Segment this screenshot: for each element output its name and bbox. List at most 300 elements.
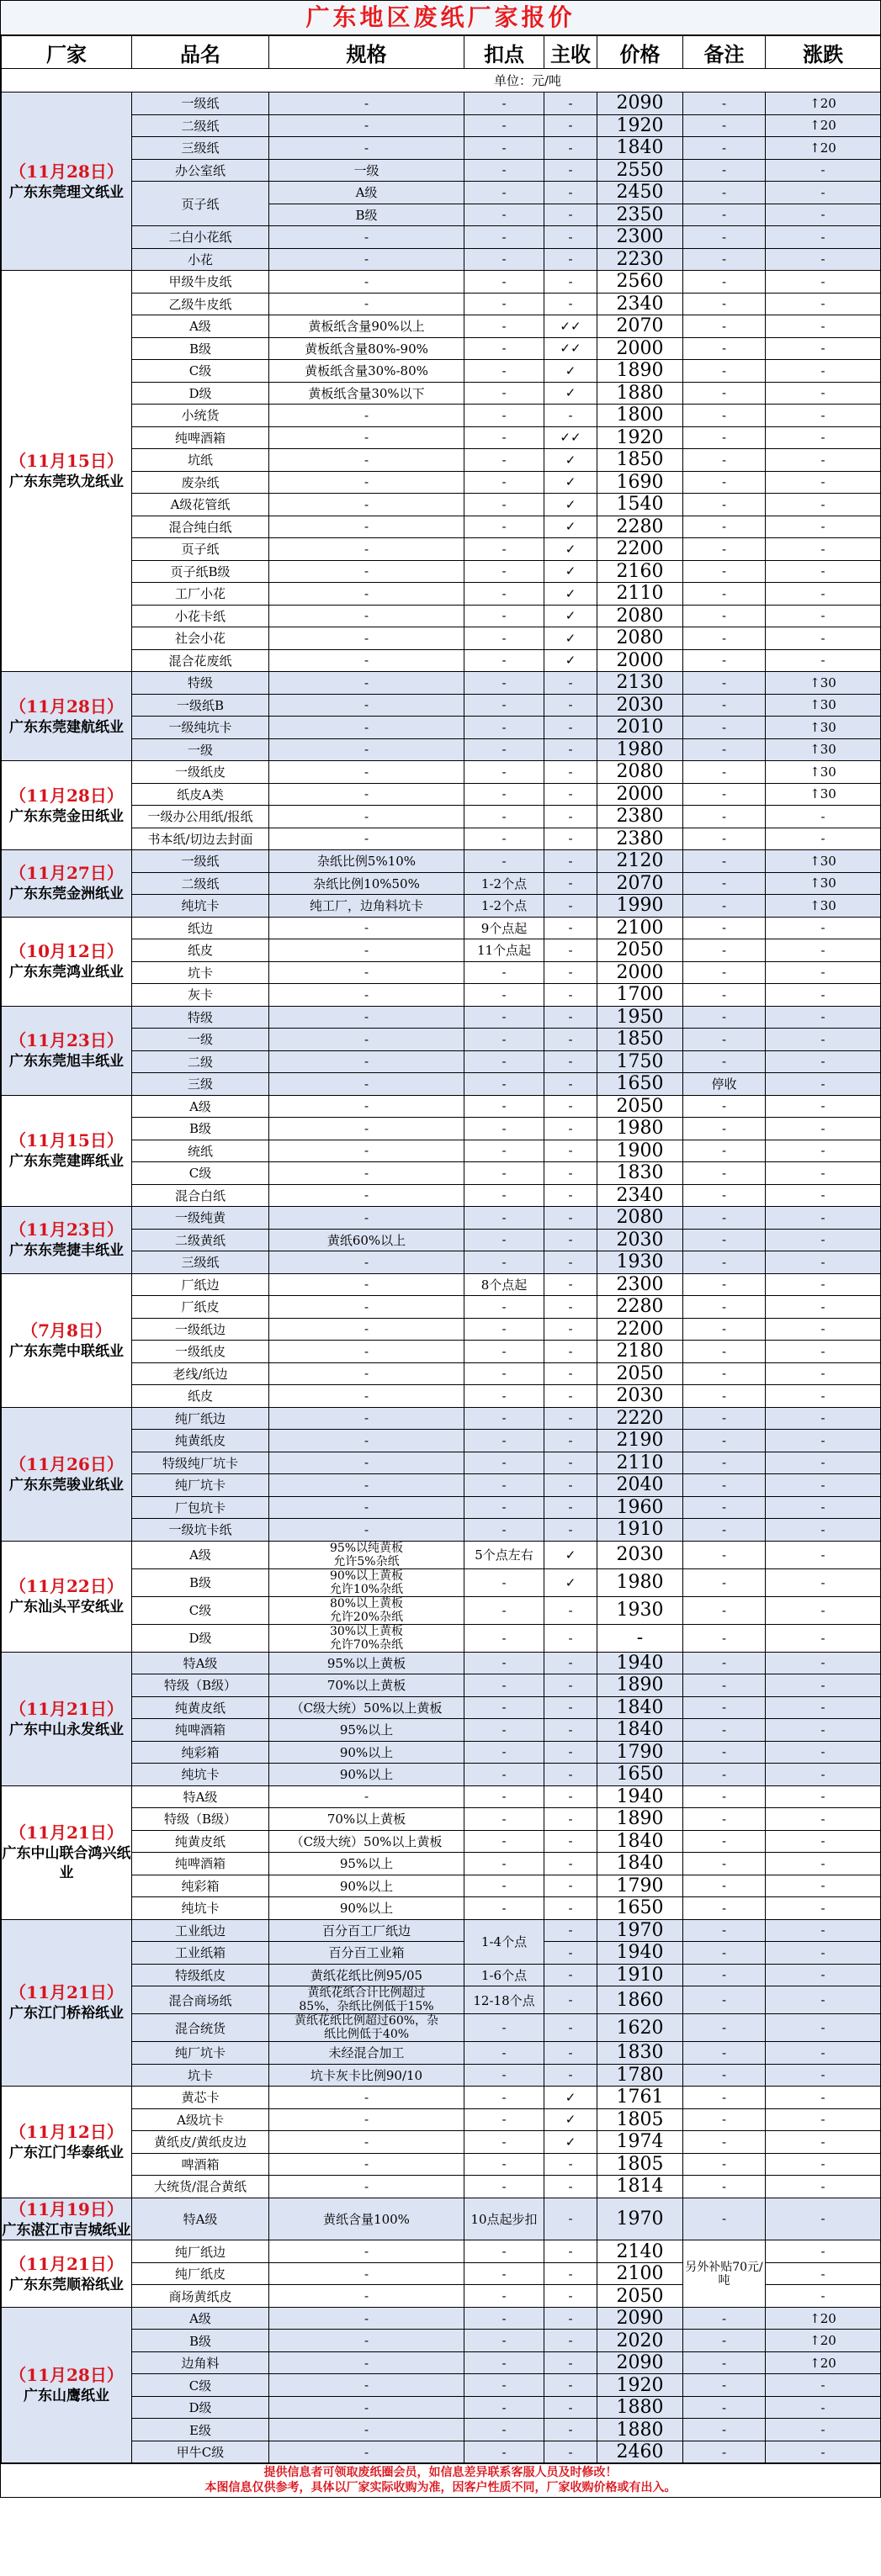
price: 1840 (597, 1853, 683, 1875)
price: 2070 (597, 872, 683, 895)
price: 2100 (597, 917, 683, 939)
price: 1840 (597, 137, 683, 160)
main-collect: - (544, 939, 597, 962)
header-row (2, 36, 881, 69)
spec: 坑卡灰卡比例90/10 (269, 2064, 464, 2087)
main-collect: - (544, 1452, 597, 1474)
change: - (766, 1073, 881, 1096)
main-collect: - (544, 1207, 597, 1230)
spec: - (269, 1362, 464, 1385)
factory-date: （11月21日） (9, 2253, 124, 2274)
deduction: - (464, 159, 544, 182)
main-collect: - (544, 1474, 597, 1497)
main-collect: - (544, 1095, 597, 1118)
spec: - (269, 516, 464, 538)
change: - (766, 2014, 881, 2042)
note: - (683, 1830, 766, 1853)
price: 1880 (597, 382, 683, 405)
price: 1620 (597, 2014, 683, 2042)
price: 1910 (597, 1964, 683, 1986)
price: 1830 (597, 2042, 683, 2065)
change: - (766, 2042, 881, 2065)
factory-date: （11月21日） (9, 1698, 124, 1719)
table-row (2, 405, 881, 427)
change: - (766, 1050, 881, 1073)
change: - (766, 2441, 881, 2463)
spec: 30%以上黄板 允许70%杂纸 (269, 1624, 464, 1652)
spec: （C级大统）50%以上黄板 (269, 1696, 464, 1719)
change: - (766, 1229, 881, 1251)
header-factory: 厂家 (2, 36, 132, 69)
deduction: - (464, 1341, 544, 1363)
change: - (766, 226, 881, 249)
note: - (683, 583, 766, 606)
deduction: - (464, 2014, 544, 2042)
table-row (2, 1696, 881, 1719)
deduction: - (464, 672, 544, 695)
product-name: 纯彩箱 (132, 1741, 269, 1764)
change: - (766, 293, 881, 315)
product-name: 纯啤酒箱 (132, 426, 269, 449)
price: 1890 (597, 360, 683, 383)
factory-name: 广东中山永发纸业 (9, 1721, 124, 1738)
factory-name: 广东东莞金洲纸业 (9, 886, 124, 903)
spec: 黄纸60%以上 (269, 1229, 464, 1251)
main-collect: - (544, 293, 597, 315)
factory-cell (2, 1785, 132, 1919)
deduction: - (464, 2087, 544, 2109)
change: - (766, 494, 881, 516)
factory-cell (2, 761, 132, 850)
table-row (2, 2351, 881, 2374)
change: - (766, 2419, 881, 2441)
note: - (683, 1785, 766, 1808)
change: ↑30 (766, 694, 881, 717)
note: - (683, 961, 766, 984)
main-collect: - (544, 405, 597, 427)
change: ↑20 (766, 93, 881, 115)
price: 1840 (597, 1719, 683, 1742)
deduction: - (464, 1029, 544, 1051)
factory-name: 广东东莞顺裕纸业 (9, 2276, 124, 2293)
product-name: 纸皮 (132, 1385, 269, 1408)
price: 2100 (597, 2262, 683, 2285)
deduction: - (464, 405, 544, 427)
factory-date: （11月22日） (9, 1576, 124, 1597)
main-collect: - (544, 2014, 597, 2042)
deduction: - (464, 315, 544, 338)
deduction: - (464, 137, 544, 160)
note: - (683, 1696, 766, 1719)
change: - (766, 917, 881, 939)
product-name: 特级 (132, 672, 269, 695)
spec: - (269, 2330, 464, 2352)
table-row (2, 1830, 881, 1853)
deduction: - (464, 2064, 544, 2087)
deduction: 11个点起 (464, 939, 544, 962)
price: 1970 (597, 1919, 683, 1942)
main-collect: - (544, 895, 597, 918)
table-row (2, 2176, 881, 2198)
main-collect: - (544, 1496, 597, 1519)
footer (1, 2463, 880, 2497)
price: 2220 (597, 1407, 683, 1430)
price: 1650 (597, 1897, 683, 1920)
change: - (766, 2396, 881, 2419)
deduction: - (464, 1519, 544, 1542)
main-collect: - (544, 1073, 597, 1096)
product-name: D级 (132, 382, 269, 405)
spec: - (269, 1318, 464, 1341)
spec: 百分百工业箱 (269, 1942, 464, 1965)
deduction: - (464, 1853, 544, 1875)
table-row (2, 1095, 881, 1118)
spec: - (269, 1430, 464, 1452)
main-collect: - (544, 2396, 597, 2419)
main-collect: - (544, 204, 597, 226)
note: - (683, 93, 766, 115)
price: 1805 (597, 2153, 683, 2176)
note: - (683, 1029, 766, 1051)
spec: - (269, 405, 464, 427)
product-name: 二级纸 (132, 114, 269, 137)
product-name: 书本纸/切边去封面 (132, 828, 269, 850)
change: - (766, 1624, 881, 1652)
spec: - (269, 961, 464, 984)
product-name: 页子纸 (132, 538, 269, 561)
deduction: - (464, 1407, 544, 1430)
change: - (766, 2064, 881, 2087)
factory-cell (2, 1541, 132, 1652)
note: - (683, 1875, 766, 1897)
change: - (766, 1184, 881, 1207)
price: 1650 (597, 1073, 683, 1096)
note: - (683, 1296, 766, 1319)
table-row (2, 850, 881, 873)
product-name: 黄芯卡 (132, 2087, 269, 2109)
price: 2040 (597, 1474, 683, 1497)
price: 2120 (597, 850, 683, 873)
price: 1980 (597, 1118, 683, 1140)
main-collect: - (544, 2262, 597, 2285)
header-deduction: 扣点 (464, 36, 544, 69)
table-row (2, 783, 881, 806)
price: 2050 (597, 1362, 683, 1385)
main-collect: - (544, 1140, 597, 1162)
deduction: - (464, 1296, 544, 1319)
note: - (683, 872, 766, 895)
spec: - (269, 2351, 464, 2374)
change: - (766, 1296, 881, 1319)
product-name: 一级 (132, 1029, 269, 1051)
table-row (2, 248, 881, 271)
note: - (683, 2198, 766, 2240)
table-row (2, 738, 881, 761)
main-collect: - (544, 1719, 597, 1742)
note: - (683, 315, 766, 338)
factory-date: （11月28日） (9, 161, 124, 182)
spec: 95%以上 (269, 1853, 464, 1875)
note: - (683, 114, 766, 137)
table-row (2, 1853, 881, 1875)
table-row (2, 828, 881, 850)
factory-date: （7月8日） (21, 1320, 112, 1341)
note: - (683, 2176, 766, 2198)
product-name: 坑纸 (132, 449, 269, 472)
note: - (683, 1496, 766, 1519)
deduction: - (464, 2307, 544, 2330)
change: - (766, 1095, 881, 1118)
deduction: - (464, 337, 544, 360)
factory-name: 广东东莞骏业纸业 (9, 1476, 124, 1494)
deduction: - (464, 1207, 544, 1230)
factory-name: 广东东莞捷丰纸业 (9, 1242, 124, 1260)
main-collect: ✓ (544, 382, 597, 405)
note: - (683, 226, 766, 249)
spec: 90%以上黄板 允许10%杂纸 (269, 1568, 464, 1596)
note: - (683, 1808, 766, 1831)
change: - (766, 1897, 881, 1920)
deduction: - (464, 1568, 544, 1596)
product-name: 特级（B级） (132, 1808, 269, 1831)
main-collect: ✓ (544, 449, 597, 472)
price: 1990 (597, 895, 683, 918)
factory-cell (2, 2198, 132, 2240)
price: 2000 (597, 783, 683, 806)
main-collect: ✓✓ (544, 426, 597, 449)
deduction: - (464, 2153, 544, 2176)
table-row (2, 293, 881, 315)
price: 2030 (597, 694, 683, 717)
spec: - (269, 248, 464, 271)
main-collect: - (544, 1764, 597, 1786)
table-row (2, 961, 881, 984)
spec: 95%以纯黄板 允许5%杂纸 (269, 1541, 464, 1568)
change: - (766, 961, 881, 984)
spec: - (269, 1251, 464, 1274)
product-name: 特级 (132, 1006, 269, 1029)
table-row (2, 1541, 881, 1568)
price: 2030 (597, 1385, 683, 1408)
main-collect: - (544, 137, 597, 160)
note: - (683, 1140, 766, 1162)
spec: - (269, 494, 464, 516)
note: - (683, 271, 766, 294)
main-collect: - (544, 672, 597, 695)
unit-label: 单位：元/吨 (494, 73, 562, 88)
price: 1814 (597, 2176, 683, 2198)
change: - (766, 2108, 881, 2131)
spec: - (269, 917, 464, 939)
change: - (766, 1986, 881, 2014)
product-name: 一级纯黄 (132, 1207, 269, 1230)
table-row (2, 1474, 881, 1497)
deduction: - (464, 2240, 544, 2263)
deduction: - (464, 2108, 544, 2131)
deduction: - (464, 2330, 544, 2352)
product-name: 纯厂纸皮 (132, 2262, 269, 2285)
header-price: 价格 (597, 36, 683, 69)
table-row (2, 1229, 881, 1251)
change: - (766, 1430, 881, 1452)
spec: - (269, 2285, 464, 2308)
price: 1890 (597, 1674, 683, 1697)
spec: - (269, 2153, 464, 2176)
main-collect: - (544, 1029, 597, 1051)
spec: - (269, 449, 464, 472)
spec: - (269, 1474, 464, 1497)
table-row (2, 1942, 881, 1965)
note: - (683, 828, 766, 850)
change: ↑30 (766, 895, 881, 918)
price: 2080 (597, 605, 683, 627)
price: 1540 (597, 494, 683, 516)
note: - (683, 1674, 766, 1697)
factory-name: 广东东莞中联纸业 (9, 1342, 124, 1360)
product-name: 纯厂纸边 (132, 2240, 269, 2263)
product-name: 一级纸皮 (132, 1341, 269, 1363)
table-row (2, 1430, 881, 1452)
deduction: - (464, 649, 544, 672)
note: - (683, 2131, 766, 2154)
factory-cell (2, 1095, 132, 1207)
spec: - (269, 2108, 464, 2131)
table-row (2, 315, 881, 338)
deduction: - (464, 516, 544, 538)
spec: A级 (269, 182, 464, 204)
note: - (683, 2014, 766, 2042)
product-name: 小统货 (132, 405, 269, 427)
spec: - (269, 226, 464, 249)
main-collect: - (544, 2285, 597, 2308)
spec: - (269, 2131, 464, 2154)
main-collect: - (544, 694, 597, 717)
change: - (766, 1474, 881, 1497)
price: 2070 (597, 315, 683, 338)
note: - (683, 2419, 766, 2441)
change: - (766, 2285, 881, 2308)
main-collect: - (544, 1674, 597, 1697)
change: - (766, 1496, 881, 1519)
price: 2230 (597, 248, 683, 271)
price: 1940 (597, 1652, 683, 1674)
change: ↑30 (766, 850, 881, 873)
product-name: 一级 (132, 738, 269, 761)
table-row (2, 1118, 881, 1140)
main-collect: - (544, 2198, 597, 2240)
price: 2550 (597, 159, 683, 182)
change: ↑20 (766, 137, 881, 160)
note: - (683, 1385, 766, 1408)
spec: - (269, 1452, 464, 1474)
product-name: 边角料 (132, 2351, 269, 2374)
price: 2080 (597, 1207, 683, 1230)
deduction: - (464, 717, 544, 739)
table-row (2, 137, 881, 160)
deduction: - (464, 2374, 544, 2397)
product-name: 厂包坑卡 (132, 1496, 269, 1519)
price: 2030 (597, 1229, 683, 1251)
note: - (683, 471, 766, 494)
note: - (683, 2307, 766, 2330)
main-collect: - (544, 850, 597, 873)
table-row (2, 1207, 881, 1230)
spec: 90%以上 (269, 1897, 464, 1920)
product-name: 大统货/混合黄纸 (132, 2176, 269, 2198)
main-collect: ✓ (544, 1541, 597, 1568)
main-collect: - (544, 2351, 597, 2374)
product-name: 混合纯白纸 (132, 516, 269, 538)
change: - (766, 1696, 881, 1719)
note: - (683, 560, 766, 583)
price: 1830 (597, 1162, 683, 1185)
spec: 黄板纸含量80%-90% (269, 337, 464, 360)
price: 1690 (597, 471, 683, 494)
change: - (766, 2240, 881, 2263)
price: 1960 (597, 1496, 683, 1519)
change: - (766, 1674, 881, 1697)
price: 2460 (597, 2441, 683, 2463)
price: 1940 (597, 1942, 683, 1965)
table-row (2, 494, 881, 516)
main-collect: - (544, 1184, 597, 1207)
spec: - (269, 1296, 464, 1319)
main-collect: ✓ (544, 471, 597, 494)
factory-name: 广东东莞理文纸业 (9, 183, 124, 201)
main-collect: - (544, 182, 597, 204)
table-row (2, 761, 881, 784)
change: ↑30 (766, 761, 881, 784)
note: - (683, 1741, 766, 1764)
spec: - (269, 1118, 464, 1140)
factory-name: 广东江门华泰纸业 (9, 2144, 124, 2161)
factory-date: （11月23日） (9, 1030, 124, 1051)
table-row (2, 382, 881, 405)
product-name: 纯啤酒箱 (132, 1853, 269, 1875)
price: 1970 (597, 2198, 683, 2240)
main-collect: - (544, 761, 597, 784)
spec: - (269, 293, 464, 315)
factory-date: （11月21日） (9, 1822, 124, 1843)
table-row (2, 1986, 881, 2014)
product-name: B级 (132, 1568, 269, 1596)
spec: 黄板纸含量90%以上 (269, 315, 464, 338)
change: - (766, 1029, 881, 1051)
product-name: 特级（B级） (132, 1674, 269, 1697)
product-name: 一级纯坑卡 (132, 717, 269, 739)
deduction: - (464, 1897, 544, 1920)
table-row (2, 2441, 881, 2463)
deduction: - (464, 2042, 544, 2065)
product-name: 纯黄皮纸 (132, 1830, 269, 1853)
note: - (683, 538, 766, 561)
deduction: - (464, 2131, 544, 2154)
table-row (2, 1029, 881, 1051)
deduction: - (464, 360, 544, 383)
spec: - (269, 1407, 464, 1430)
note: - (683, 1452, 766, 1474)
factory-cell (2, 1652, 132, 1785)
price: 2110 (597, 1452, 683, 1474)
main-collect: ✓ (544, 649, 597, 672)
price: 2030 (597, 1541, 683, 1568)
change: - (766, 1341, 881, 1363)
table-row (2, 337, 881, 360)
spec: 黄纸含量100% (269, 2198, 464, 2240)
main-collect: - (544, 1808, 597, 1831)
note: - (683, 672, 766, 695)
deduction: - (464, 93, 544, 115)
